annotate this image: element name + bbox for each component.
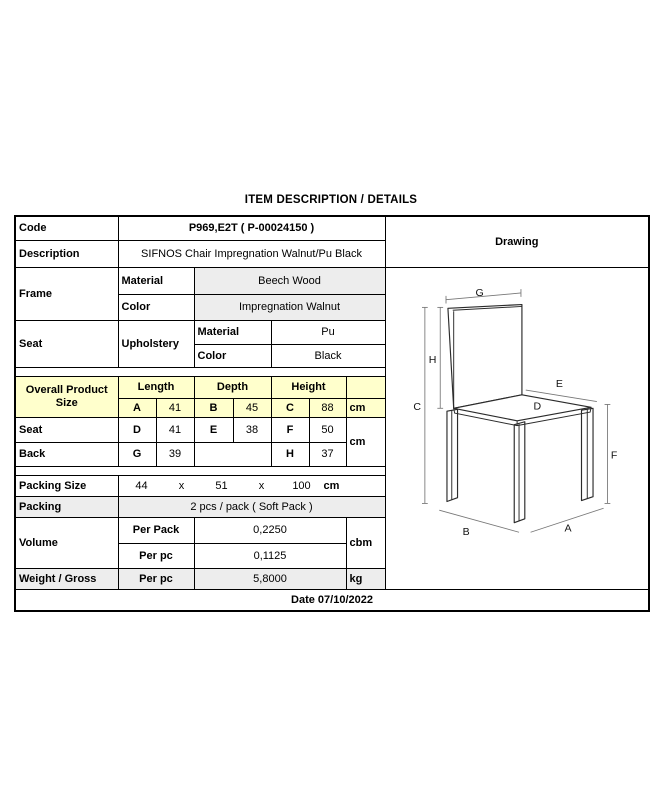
dim-label-b: B: [462, 526, 470, 539]
letter-g: G: [118, 442, 156, 466]
packing-value: 2 pcs / pack ( Soft Pack ): [118, 496, 385, 517]
seat-material-value: Pu: [271, 320, 385, 344]
frame-color-value: Impregnation Walnut: [194, 294, 385, 320]
weight-per-pc-value: 5,8000: [194, 568, 346, 589]
chair-drawing: [389, 268, 650, 588]
seat-material-label: Material: [194, 320, 271, 344]
packing-size-values: [118, 475, 385, 496]
packing-size-length: 44: [135, 479, 148, 492]
chair-shape: [446, 305, 592, 523]
weight-label: Weight / Gross: [15, 568, 118, 589]
frame-color-label: Color: [118, 294, 194, 320]
dim-label-f: F: [610, 449, 617, 462]
overall-b-value: 45: [233, 398, 271, 417]
dim-label-d: D: [532, 400, 541, 413]
date-value: Date 07/10/2022: [15, 589, 649, 611]
dim-label-a: A: [564, 522, 572, 535]
seat-f-value: 50: [309, 417, 346, 442]
frame-material-value: Beech Wood: [194, 267, 385, 294]
size-header-empty: [346, 376, 385, 398]
dim-label-g: G: [475, 286, 484, 299]
packing-size-height: 100: [292, 479, 311, 492]
letter-h: H: [271, 442, 309, 466]
volume-label: Volume: [15, 517, 118, 568]
seat-e-value: 38: [233, 417, 271, 442]
dim-label-c: C: [412, 401, 421, 414]
letter-c: C: [271, 398, 309, 417]
back-size-label: Back: [15, 442, 118, 466]
col-length: Length: [118, 376, 194, 398]
volume-per-pc-label: Per pc: [118, 543, 194, 568]
letter-b: B: [194, 398, 233, 417]
overall-a-value: 41: [156, 398, 194, 417]
weight-unit: kg: [346, 568, 385, 589]
dim-label-h: H: [428, 354, 436, 367]
row-code: [15, 216, 649, 240]
separator: [15, 466, 385, 475]
letter-d: D: [118, 417, 156, 442]
volume-unit: cbm: [346, 517, 385, 568]
page-title: ITEM DESCRIPTION / DETAILS: [244, 194, 418, 206]
description-label: Description: [15, 240, 118, 267]
packing-size-x2: x: [258, 479, 265, 492]
frame-material-label: Material: [118, 267, 194, 294]
packing-label: Packing: [15, 496, 118, 517]
code-label: Code: [15, 216, 118, 240]
description-value: SIFNOS Chair Impregnation Walnut/Pu Black: [118, 240, 385, 267]
letter-e: E: [194, 417, 233, 442]
row-date: [15, 589, 649, 611]
letter-f: F: [271, 417, 309, 442]
packing-size-unit: cm: [323, 479, 340, 492]
col-depth: Depth: [194, 376, 271, 398]
back-g-value: 39: [156, 442, 194, 466]
frame-label: Frame: [15, 267, 118, 320]
volume-per-pack-label: Per Pack: [118, 517, 194, 543]
seat-back-unit: cm: [346, 417, 385, 466]
col-height: Height: [271, 376, 346, 398]
letter-a: A: [118, 398, 156, 417]
back-empty-cell: [194, 442, 271, 466]
row-frame-material: [15, 267, 649, 294]
seat-color-label: Color: [194, 344, 271, 367]
upholstery-label: Upholstery: [118, 320, 194, 367]
drawing-header: Drawing: [385, 216, 649, 267]
weight-per-pc-label: Per pc: [118, 568, 194, 589]
dim-label-e: E: [555, 378, 563, 391]
item-details-table: [14, 215, 650, 612]
overall-c-value: 88: [309, 398, 346, 417]
packing-size-label: Packing Size: [15, 475, 118, 496]
seat-d-value: 41: [156, 417, 194, 442]
drawing-area: [385, 267, 649, 589]
overall-unit: cm: [346, 398, 385, 417]
overall-size-label: Overall Product Size: [15, 376, 118, 417]
seat-color-value: Black: [271, 344, 385, 367]
volume-per-pc-value: 0,1125: [194, 543, 346, 568]
separator: [15, 367, 385, 376]
seat-size-label: Seat: [15, 417, 118, 442]
volume-per-pack-value: 0,2250: [194, 517, 346, 543]
seat-label: Seat: [15, 320, 118, 367]
code-value: P969,E2T ( P-00024150 ): [118, 216, 385, 240]
back-h-value: 37: [309, 442, 346, 466]
packing-size-x1: x: [178, 479, 185, 492]
packing-size-depth: 51: [215, 479, 228, 492]
